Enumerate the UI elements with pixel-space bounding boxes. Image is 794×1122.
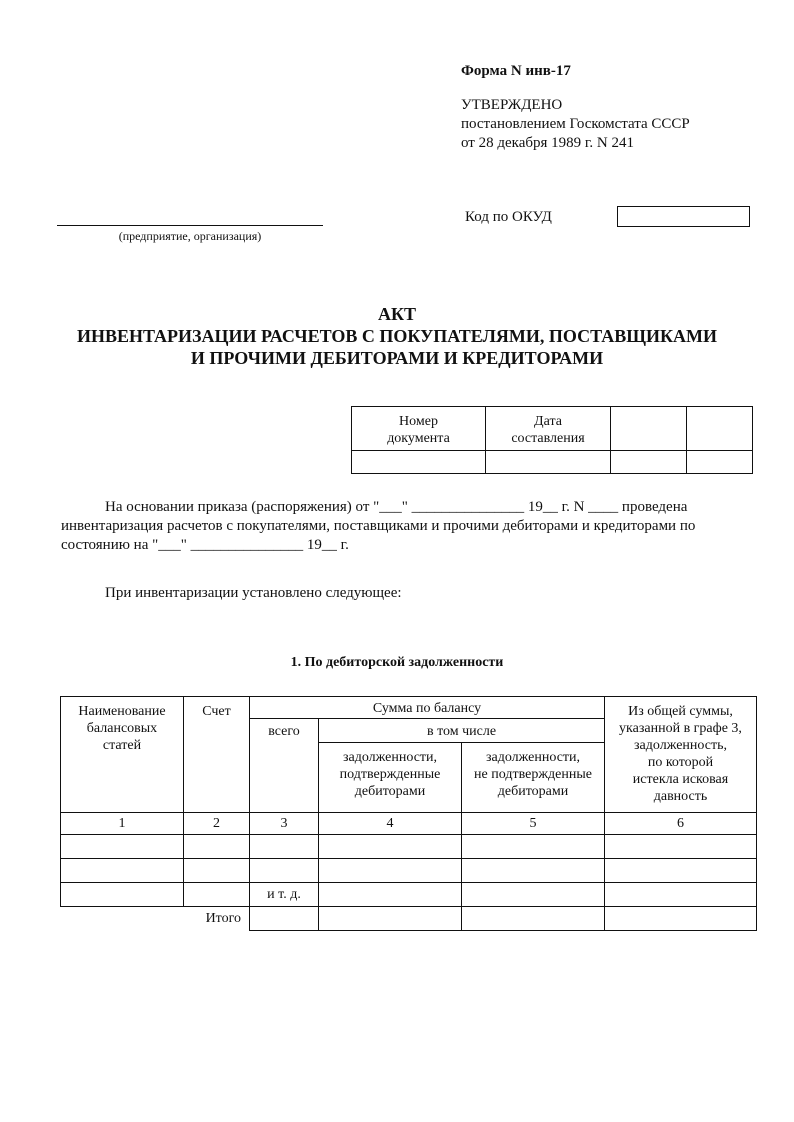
column-number-row: [61, 813, 757, 835]
okud-label: Код по ОКУД: [465, 209, 552, 225]
table-cell[interactable]: [61, 859, 184, 883]
table-cell[interactable]: [61, 883, 184, 907]
title-line-1: АКТ: [377, 304, 417, 324]
doc-extra-cell-2[interactable]: [687, 451, 753, 474]
established-text: При инвентаризации установлено следующее:: [105, 585, 402, 601]
col-number-6: 6: [605, 813, 757, 835]
table-cell[interactable]: [184, 883, 250, 907]
total-label: Итого: [205, 911, 241, 926]
col-header-account: Счет: [184, 697, 250, 813]
decree-line-2: от 28 декабря 1989 г. N 241: [461, 135, 634, 151]
table-row: [61, 883, 757, 907]
col-number-5: 5: [462, 813, 605, 835]
doc-extra-header-2: [687, 407, 753, 451]
paragraph-line-2: инвентаризация расчетов с покупателями, поставщиками и прочими дебиторами и кредиторами по: [61, 518, 696, 534]
title-line-3: И ПРОЧИМИ ДЕБИТОРАМИ И КРЕДИТОРАМИ: [190, 348, 604, 368]
col-number-4: 4: [319, 813, 462, 835]
col-header-balance: Сумма по балансу: [250, 697, 605, 719]
table-cell[interactable]: [462, 859, 605, 883]
doc-date-cell[interactable]: [486, 451, 611, 474]
table-cell[interactable]: [605, 883, 757, 907]
receivables-table: [60, 696, 757, 931]
doc-extra-header-1: [611, 407, 687, 451]
col-number-1: 1: [61, 813, 184, 835]
form-code: Форма N инв-17: [461, 63, 571, 79]
col-number-2: 2: [184, 813, 250, 835]
approval-block: [461, 96, 690, 153]
document-info-table: [351, 406, 753, 474]
doc-number-header: Номер документа: [352, 407, 486, 451]
etc-cell: и т. д.: [250, 883, 319, 907]
col-header-including: в том числе: [319, 719, 605, 743]
col-header-unconfirmed: задолженности, не подтвержденные дебиторами: [462, 743, 605, 813]
table-cell[interactable]: [184, 859, 250, 883]
organization-caption: (предприятие, организация): [118, 229, 262, 243]
organization-line[interactable]: [57, 225, 323, 226]
total-label-cell: [61, 907, 250, 931]
col-header-expired: Из общей суммы, указанной в графе 3, задолженность, по которой истекла исковая давность: [605, 697, 757, 813]
table-cell[interactable]: [319, 859, 462, 883]
total-cell[interactable]: [462, 907, 605, 931]
doc-extra-cell-1[interactable]: [611, 451, 687, 474]
table-cell[interactable]: [605, 835, 757, 859]
section-title: 1. По дебиторской задолженности: [290, 655, 504, 670]
table-cell[interactable]: [184, 835, 250, 859]
paragraph-line-1: На основании приказа (распоряжения) от "___" _______________ 19__ г. N ____ проведена: [105, 499, 688, 515]
total-cell[interactable]: [319, 907, 462, 931]
table-cell[interactable]: [319, 883, 462, 907]
total-row: [61, 907, 757, 931]
table-cell[interactable]: [319, 835, 462, 859]
table-cell[interactable]: [61, 835, 184, 859]
table-cell[interactable]: [250, 859, 319, 883]
order-paragraph: [61, 498, 751, 555]
col-header-total: всего: [250, 719, 319, 813]
col-header-confirmed: задолженности, подтвержденные дебиторами: [319, 743, 462, 813]
document-title: [0, 303, 794, 369]
total-cell[interactable]: [250, 907, 319, 931]
table-row: [61, 859, 757, 883]
okud-code-field[interactable]: [617, 206, 750, 227]
doc-number-cell[interactable]: [352, 451, 486, 474]
col-number-3: 3: [250, 813, 319, 835]
paragraph-line-3: состоянию на "___" _______________ 19__ г.: [61, 537, 349, 553]
table-cell[interactable]: [462, 883, 605, 907]
table-row: [61, 835, 757, 859]
table-cell[interactable]: [250, 835, 319, 859]
title-line-2: ИНВЕНТАРИЗАЦИИ РАСЧЕТОВ С ПОКУПАТЕЛЯМИ, ПОСТАВЩИКАМИ: [76, 326, 718, 346]
total-cell[interactable]: [605, 907, 757, 931]
col-header-name: Наименование балансовых статей: [61, 697, 184, 813]
table-cell[interactable]: [462, 835, 605, 859]
table-cell[interactable]: [605, 859, 757, 883]
doc-date-header: Дата составления: [486, 407, 611, 451]
decree-line-1: постановлением Госкомстата СССР: [461, 116, 690, 132]
approved-label: УТВЕРЖДЕНО: [461, 97, 563, 113]
